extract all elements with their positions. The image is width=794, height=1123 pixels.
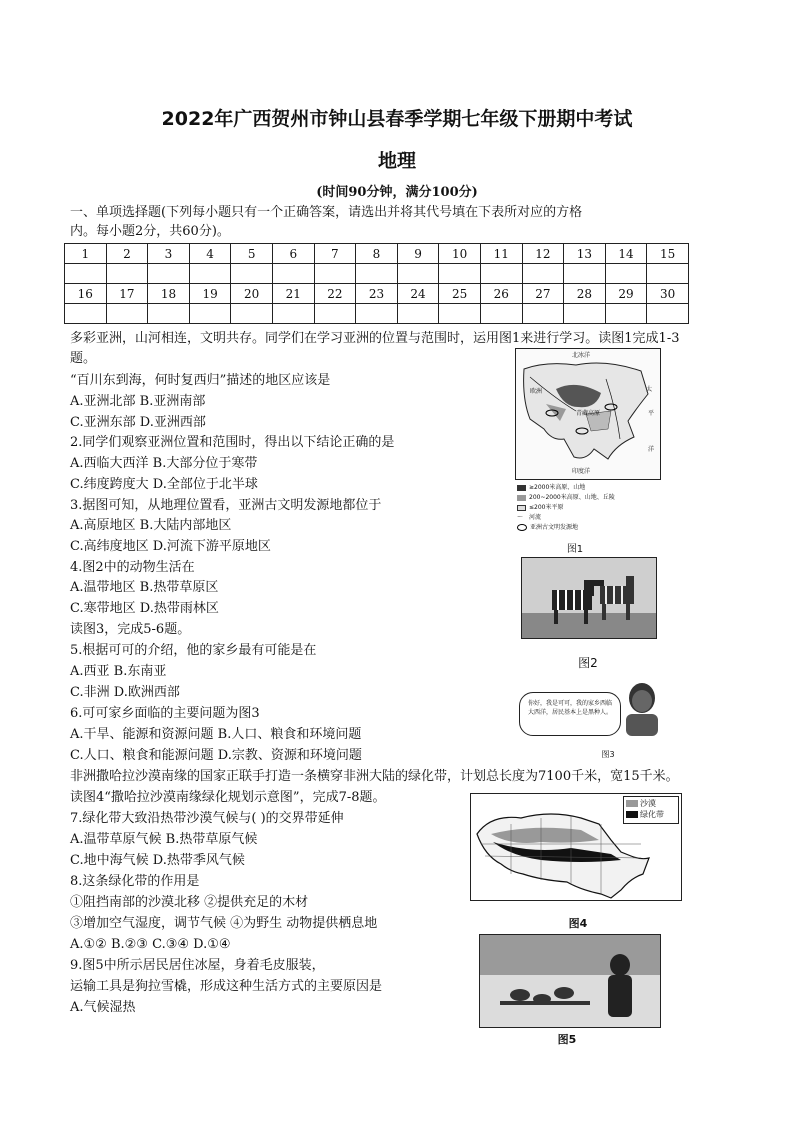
answer-cell[interactable]: [564, 264, 606, 284]
question-6: 6.可可家乡面临的主要问题为图3: [70, 706, 260, 721]
table-row: [65, 244, 689, 264]
answer-cell[interactable]: [148, 264, 190, 284]
answer-row: [65, 264, 689, 284]
question-7: 7.绿化带大致沿热带沙漠气候与( )的交界带延伸: [70, 811, 344, 826]
table-cell: 10: [439, 244, 481, 264]
answer-cell[interactable]: [65, 304, 107, 324]
answer-cell[interactable]: [480, 304, 522, 324]
figure-5-arctic-photo: [479, 934, 661, 1028]
answer-cell[interactable]: [231, 304, 273, 324]
answer-cell[interactable]: [480, 264, 522, 284]
table-cell: 2: [106, 244, 148, 264]
label-pacific-1: 太: [646, 386, 653, 393]
question-8-statements-12: ①阻挡南部的沙漠北移 ②提供充足的木材: [70, 895, 309, 910]
table-cell: 29: [605, 284, 647, 304]
answer-cell[interactable]: [189, 264, 231, 284]
question-9-option-a: A.气候湿热: [70, 1000, 136, 1015]
question-1-options-ab: A.亚洲北部 B.亚洲南部: [70, 394, 206, 409]
legend-item: ≥2000米高原、山地: [517, 483, 585, 492]
question-9: 9.图5中所示居民居住冰屋，身着毛皮服装，: [70, 958, 325, 973]
table-cell: 20: [231, 284, 273, 304]
question-8: 8.这条绿化带的作用是: [70, 874, 200, 889]
passage-intro: 多彩亚洲，山河相连，文明共存。同学们在学习亚洲的位置与范围时，运用图1来进行学习。读图1完成1-3: [70, 331, 680, 346]
answer-cell[interactable]: [564, 304, 606, 324]
table-cell: 16: [65, 284, 107, 304]
label-europe: 欧洲: [530, 388, 543, 395]
answer-cell[interactable]: [314, 304, 356, 324]
label-pacific-3: 洋: [648, 446, 655, 453]
arctic-scene-icon: [480, 935, 660, 1027]
table-cell: 27: [522, 284, 564, 304]
table-cell: 13: [564, 244, 606, 264]
figure-1-legend: [517, 483, 667, 539]
answer-cell[interactable]: [272, 304, 314, 324]
exam-title: 2022年广西贺州市钟山县春季学期七年级下册期中考试: [161, 108, 633, 130]
question-1: “百川东到海，何时复西归”描述的地区应该是: [70, 373, 331, 388]
table-cell: 6: [272, 244, 314, 264]
answer-cell[interactable]: [522, 304, 564, 324]
question-2-options-cd: C.纬度跨度大 D.全部位于北半球: [70, 477, 258, 492]
question-9-cont: 运输工具是狗拉雪橇，形成这种生活方式的主要原因是: [70, 979, 383, 994]
table-cell: 14: [605, 244, 647, 264]
table-cell: 11: [480, 244, 522, 264]
answer-cell[interactable]: [356, 264, 398, 284]
table-cell: 30: [647, 284, 689, 304]
question-8-statements-34: ③增加空气湿度，调节气候 ④为野生 动物提供栖息地: [70, 916, 378, 931]
answer-cell[interactable]: [647, 304, 689, 324]
legend-item: ≤200米平原: [517, 503, 563, 512]
figure-3-speech-bubble: [519, 692, 621, 736]
question-7-options-ab: A.温带草原气候 B.热带草原气候: [70, 832, 258, 847]
figure-2-zebra-photo: [521, 557, 657, 639]
passage-fig3: 读图3，完成5-6题。: [70, 622, 191, 637]
figure-2-caption: 图2: [578, 656, 598, 670]
table-cell: 12: [522, 244, 564, 264]
section-instruction: 一、单项选择题(下列每小题只有一个正确答案，请选出并将其代号填在下表所对应的方格: [70, 205, 583, 220]
table-cell: 21: [272, 284, 314, 304]
speech-text: 你好，我是可可，我的家乡西临大西洋，居民基本上是黑种人。: [528, 700, 613, 716]
label-indian-ocean: 印度洋: [572, 468, 591, 475]
legend-item: 亚洲古文明发源地: [517, 523, 578, 532]
answer-cell[interactable]: [314, 264, 356, 284]
zebra-icon: [522, 558, 656, 638]
legend-item: 绿化带: [626, 810, 664, 819]
answer-cell[interactable]: [65, 264, 107, 284]
section-instruction-cont: 内。每小题2分，共60分)。: [70, 224, 230, 239]
answer-cell[interactable]: [439, 264, 481, 284]
figure-4-africa-map: [470, 793, 682, 901]
answer-cell[interactable]: [272, 264, 314, 284]
answer-cell[interactable]: [231, 264, 273, 284]
question-3: 3.据图可知，从地理位置看，亚洲古文明发源地都位于: [70, 498, 382, 513]
passage-sahara-cont: 读图4“撒哈拉沙漠南缘绿化规划示意图”，完成7-8题。: [70, 790, 386, 805]
figure-4-caption: 图4: [568, 917, 588, 930]
table-row: [65, 284, 689, 304]
table-cell: 5: [231, 244, 273, 264]
child-icon: [620, 680, 664, 736]
answer-cell[interactable]: [647, 264, 689, 284]
table-cell: 8: [356, 244, 398, 264]
answer-cell[interactable]: [522, 264, 564, 284]
question-8-options: A.①② B.②③ C.③④ D.①④: [70, 937, 231, 952]
label-pacific-2: 平: [648, 410, 655, 417]
table-cell: 18: [148, 284, 190, 304]
table-cell: 15: [647, 244, 689, 264]
table-cell: 23: [356, 284, 398, 304]
answer-cell[interactable]: [106, 304, 148, 324]
answer-cell[interactable]: [605, 304, 647, 324]
question-4-options-ab: A.温带地区 B.热带草原区: [70, 580, 219, 595]
answer-table: [64, 243, 689, 324]
question-2: 2.同学们观察亚洲位置和范围时，得出以下结论正确的是: [70, 435, 395, 450]
table-cell: 3: [148, 244, 190, 264]
table-cell: 26: [480, 284, 522, 304]
passage-intro-cont: 题。: [70, 351, 97, 366]
figure-4-legend: [623, 796, 679, 824]
legend-item: 沙漠: [626, 799, 656, 808]
label-arctic-ocean: 北冰洋: [572, 352, 591, 359]
answer-cell[interactable]: [439, 304, 481, 324]
question-4: 4.图2中的动物生活在: [70, 560, 195, 575]
table-cell: 1: [65, 244, 107, 264]
question-7-options-cd: C.地中海气候 D.热带季风气候: [70, 853, 245, 868]
label-tibet-plateau: 青藏高原: [576, 410, 601, 417]
table-cell: 19: [189, 284, 231, 304]
table-cell: 17: [106, 284, 148, 304]
table-cell: 28: [564, 284, 606, 304]
answer-cell[interactable]: [397, 304, 439, 324]
question-5-options-ab: A.西亚 B.东南亚: [70, 664, 167, 679]
child-avatar: [620, 680, 664, 736]
legend-item: 200~2000米高原、山地、丘陵: [517, 493, 615, 502]
figure-1-asia-map: [515, 348, 661, 480]
exam-time-info: (时间90分钟，满分100分): [316, 185, 478, 200]
table-cell: 7: [314, 244, 356, 264]
answer-cell[interactable]: [356, 304, 398, 324]
figure-5-caption: 图5: [557, 1033, 577, 1046]
question-3-options-cd: C.高纬度地区 D.河流下游平原地区: [70, 539, 271, 554]
figure-3-caption: 图3: [601, 750, 615, 759]
answer-cell[interactable]: [605, 264, 647, 284]
legend-item: 〜 河流: [517, 514, 542, 521]
passage-sahara: 非洲撒哈拉沙漠南缘的国家正联手打造一条横穿非洲大陆的绿化带，计划总长度为7100千米，宽15千米。: [70, 769, 679, 784]
answer-cell[interactable]: [397, 264, 439, 284]
answer-row: [65, 304, 689, 324]
table-cell: 4: [189, 244, 231, 264]
question-4-options-cd: C.寒带地区 D.热带雨林区: [70, 601, 219, 616]
answer-cell[interactable]: [106, 264, 148, 284]
question-1-options-cd: C.亚洲东部 D.亚洲西部: [70, 415, 206, 430]
table-cell: 9: [397, 244, 439, 264]
question-5: 5.根据可可的介绍，他的家乡最有可能是在: [70, 643, 317, 658]
answer-cell[interactable]: [148, 304, 190, 324]
question-6-options-cd: C.人口、粮食和能源问题 D.宗教、资源和环境问题: [70, 748, 362, 763]
table-cell: 22: [314, 284, 356, 304]
answer-cell[interactable]: [189, 304, 231, 324]
question-6-options-ab: A.干旱、能源和资源问题 B.人口、粮食和环境问题: [70, 727, 362, 742]
figure-1-caption: 图1: [566, 544, 584, 555]
question-3-options-ab: A.高原地区 B.大陆内部地区: [70, 518, 232, 533]
exam-subject: 地理: [377, 150, 416, 172]
table-cell: 25: [439, 284, 481, 304]
question-5-options-cd: C.非洲 D.欧洲西部: [70, 685, 180, 700]
table-cell: 24: [397, 284, 439, 304]
question-2-options-ab: A.西临大西洋 B.大部分位于寒带: [70, 456, 258, 471]
